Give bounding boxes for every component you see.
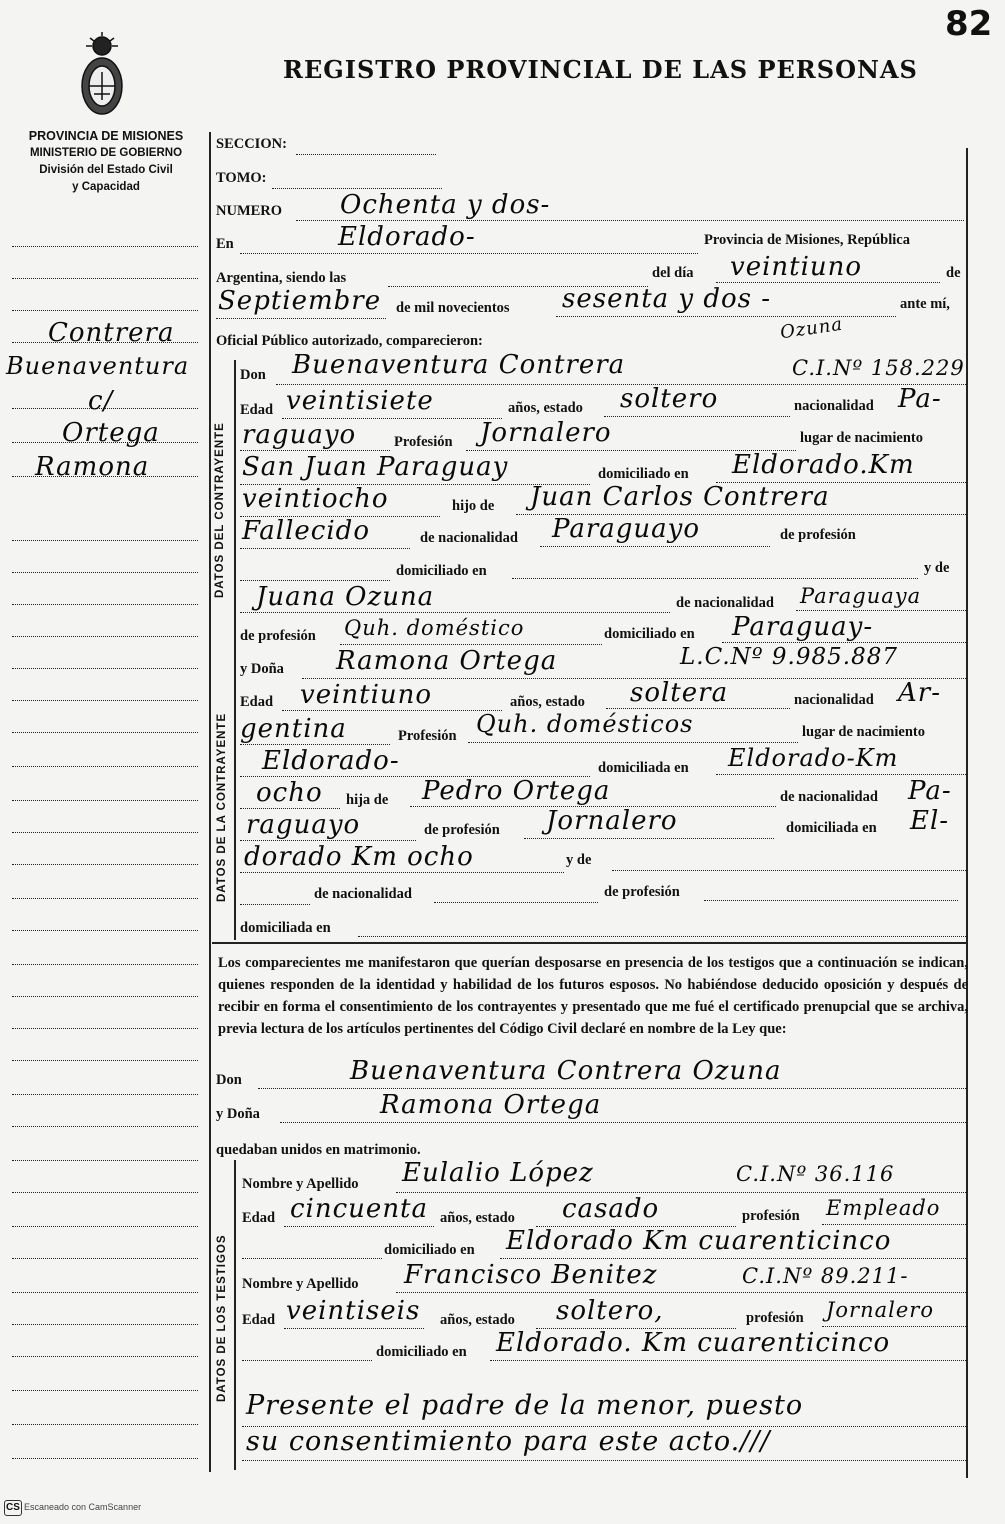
- del-dia-label: del día: [652, 265, 694, 281]
- madre-novio-dom: Paraguay-: [732, 612, 874, 642]
- lugar-nac-label: lugar de nacimiento: [800, 430, 923, 446]
- decl-don: Buenaventura Contrera Ozuna: [350, 1056, 782, 1086]
- vertical-divider: [209, 132, 211, 1472]
- profesion-4-label: profesión: [746, 1310, 804, 1326]
- novia-nac-a: Ar-: [898, 678, 941, 708]
- nacionalidad-2-label: nacionalidad: [794, 692, 874, 708]
- declaration-paragraph: Los comparecientes me manifestaron que querían desposarse en presencia de los testigos que a continuación se indican, quienes responden de la identidad y habilidad de los futuros esposos. No habiéndose deducido oposición y después de recibir en forma el consentimiento de los contrayentes y presentado que me fué el certificado prenupcial que se archiva, previa lectura de los artículos pertinentes del Código Civil declaré en nombre de la Ley que:: [218, 955, 968, 1037]
- anio-value: sesenta y dos -: [562, 284, 772, 314]
- de-profesion-2-label: de profesión: [240, 628, 316, 644]
- tomo-label: TOMO:: [216, 170, 267, 186]
- right-border: [966, 148, 968, 1478]
- numero-label: NUMERO: [216, 203, 283, 219]
- argentina-label: Argentina, siendo las: [216, 270, 347, 286]
- testigo2-estado: soltero,: [556, 1296, 664, 1326]
- anos-estado-3-label: años, estado: [440, 1210, 515, 1226]
- padre-novio: Juan Carlos Contrera: [530, 482, 830, 512]
- madre-novio-nac: Paraguaya: [800, 584, 922, 608]
- coat-of-arms-icon: [76, 30, 128, 126]
- don-2-label: Don: [216, 1072, 242, 1088]
- domiciliada-en-2-label: domiciliada en: [786, 820, 877, 836]
- novia-estado: soltera: [630, 678, 729, 708]
- edad-4-label: Edad: [242, 1312, 276, 1328]
- padre-novio-estado: Fallecido: [242, 516, 370, 546]
- testigo2-name: Francisco Benitez: [404, 1260, 658, 1290]
- edad-2-label: Edad: [240, 694, 274, 710]
- anos-estado-4-label: años, estado: [440, 1312, 515, 1328]
- profesion-label: Profesión: [394, 434, 453, 450]
- decl-dona: Ramona Ortega: [380, 1090, 602, 1120]
- y-dona-2-label: y Doña: [216, 1106, 260, 1122]
- ante-mi-label: ante mí,: [900, 296, 950, 312]
- anos-estado-2-label: años, estado: [510, 694, 585, 710]
- provincia-label: Provincia de Misiones, República: [704, 232, 910, 248]
- de-nacionalidad-2-label: de nacionalidad: [676, 595, 774, 611]
- agency-capacity: y Capacidad: [72, 181, 140, 193]
- testigo1-estado: casado: [562, 1194, 660, 1224]
- nombre-apellido-2-label: Nombre y Apellido: [242, 1276, 359, 1292]
- domiciliado-en-2-label: domiciliado en: [396, 563, 487, 579]
- side-label-contrayente-2: DATOS DE LA CONTRAYENTE: [216, 712, 228, 902]
- testigo2-prof: Jornalero: [826, 1298, 934, 1322]
- novia-edad: veintiuno: [300, 680, 433, 710]
- padre-novia: Pedro Ortega: [422, 776, 611, 806]
- novio-prof: Jornalero: [480, 418, 612, 448]
- de-nacionalidad-label: de nacionalidad: [420, 530, 518, 546]
- margin-name-2: Buenaventura: [6, 352, 190, 380]
- testigo2-edad: veintiseis: [286, 1296, 421, 1326]
- side-label-contrayente: DATOS DEL CONTRAYENTE: [214, 422, 226, 598]
- madre-novio-prof: Quh. doméstico: [344, 616, 525, 640]
- edad-3-label: Edad: [242, 1210, 276, 1226]
- quedaban-label: quedaban unidos en matrimonio.: [216, 1142, 421, 1158]
- testigo1-ci: C.I.Nº 36.116: [736, 1162, 895, 1186]
- de-profesion-3-label: de profesión: [424, 822, 500, 838]
- agency-province: PROVINCIA DE MISIONES: [28, 129, 184, 143]
- novia-dom-a: Eldorado-Km: [728, 744, 899, 772]
- side-label-testigos: DATOS DE LOS TESTIGOS: [216, 1234, 228, 1402]
- novio-estado: soltero: [620, 384, 719, 414]
- padre-novia-nac-b: raguayo: [246, 810, 361, 840]
- nombre-apellido-label: Nombre y Apellido: [242, 1176, 359, 1192]
- novio-edad: veintisiete: [286, 386, 434, 416]
- lugar-nac-2-label: lugar de nacimiento: [802, 724, 925, 740]
- domiciliada-label: domiciliada en: [598, 760, 689, 776]
- de-nacionalidad-4-label: de nacionalidad: [314, 886, 412, 902]
- testigo1-name: Eulalio López: [402, 1158, 594, 1188]
- footer-text: Escaneado con CamScanner: [24, 1502, 142, 1512]
- madre-novio: Juana Ozuna: [256, 582, 435, 612]
- novio-dom-a: Eldorado.Km: [732, 450, 915, 480]
- padre-novia-nac: Pa-: [908, 776, 952, 806]
- novio-ci: C.I.Nº 158.229: [792, 356, 965, 380]
- note-line-1: Presente el padre de la menor, puesto: [246, 1390, 804, 1421]
- domiciliado-en-5-label: domiciliado en: [376, 1344, 467, 1360]
- de-profesion-label: de profesión: [780, 527, 856, 543]
- dia-value: veintiuno: [730, 252, 863, 282]
- testigo1-dom: Eldorado Km cuarenticinco: [506, 1226, 892, 1256]
- camscanner-logo-icon: CS: [4, 1500, 22, 1516]
- domiciliado-en-4-label: domiciliado en: [384, 1242, 475, 1258]
- testigo2-ci: C.I.Nº 89.211-: [742, 1264, 909, 1288]
- novia-dom-b: ocho: [256, 778, 323, 808]
- de-mil-label: de mil novecientos: [396, 300, 510, 316]
- profesion-3-label: profesión: [742, 1208, 800, 1224]
- hija-de-label: hija de: [346, 792, 389, 808]
- testigo1-prof: Empleado: [826, 1196, 941, 1220]
- padre-novio-nac: Paraguayo: [552, 514, 700, 544]
- nacionalidad-label: nacionalidad: [794, 398, 874, 414]
- y-de-2-label: y de: [566, 852, 592, 868]
- padre-novia-dom-a: El-: [910, 806, 950, 836]
- y-de-label: y de: [924, 560, 950, 576]
- profesion-2-label: Profesión: [398, 728, 457, 744]
- novia-prof: Quh. domésticos: [476, 710, 694, 738]
- novio-name: Buenaventura Contrera: [292, 350, 626, 380]
- domiciliado-label: domiciliado en: [598, 466, 689, 482]
- margin-name-1: Contrera: [48, 318, 175, 348]
- padre-novia-prof: Jornalero: [546, 806, 678, 836]
- edad-label: Edad: [240, 402, 274, 418]
- de-nacionalidad-3-label: de nacionalidad: [780, 789, 878, 805]
- page-number: 82: [945, 4, 993, 44]
- testigo2-dom: Eldorado. Km cuarenticinco: [496, 1328, 891, 1358]
- novio-lugar: San Juan Paraguay: [242, 452, 509, 482]
- note-line-2: su consentimiento para este acto.///: [246, 1426, 771, 1457]
- don-label: Don: [240, 367, 266, 383]
- margin-name-3: c/: [88, 386, 114, 416]
- novia-nac-b: gentina: [240, 714, 347, 744]
- ozuna-insert: Ozuna: [778, 313, 845, 344]
- de-label: de: [946, 265, 961, 281]
- oficial-label: Oficial Público autorizado, comparecieron:: [216, 333, 483, 349]
- anos-estado-label: años, estado: [508, 400, 583, 416]
- mes-value: Septiembre: [218, 286, 382, 316]
- page-title: REGISTRO PROVINCIAL DE LAS PERSONAS: [283, 55, 918, 84]
- numero-value: Ochenta y dos-: [340, 190, 551, 220]
- hijo-de-label: hijo de: [452, 498, 495, 514]
- novio-nac-b: raguayo: [242, 420, 357, 450]
- inner-divider: [234, 360, 236, 940]
- domiciliado-en-3-label: domiciliado en: [604, 626, 695, 642]
- de-profesion-4-label: de profesión: [604, 884, 680, 900]
- testigo1-edad: cincuenta: [290, 1194, 429, 1224]
- en-label: En: [216, 236, 234, 252]
- domiciliada-en-3-label: domiciliada en: [240, 920, 331, 936]
- section-rule: [212, 942, 967, 944]
- margin-name-5: Ramona: [35, 452, 150, 482]
- margin-name-4: Ortega: [62, 418, 160, 448]
- seccion-label: SECCION:: [216, 136, 287, 152]
- lugar-value: Eldorado-: [338, 222, 476, 252]
- novio-dom-b: veintiocho: [242, 484, 389, 514]
- novio-nac-a: Pa-: [898, 384, 942, 414]
- inner-divider-2: [234, 1160, 236, 1470]
- y-dona-label: y Doña: [240, 661, 284, 677]
- novia-lc: L.C.Nº 9.985.887: [680, 644, 898, 670]
- agency-division: División del Estado Civil: [39, 164, 173, 176]
- agency-ministry: MINISTERIO DE GOBIERNO: [29, 147, 183, 159]
- novia-lugar: Eldorado-: [262, 746, 400, 776]
- padre-novia-dom-b: dorado Km ocho: [244, 842, 474, 872]
- novia-name: Ramona Ortega: [336, 646, 558, 676]
